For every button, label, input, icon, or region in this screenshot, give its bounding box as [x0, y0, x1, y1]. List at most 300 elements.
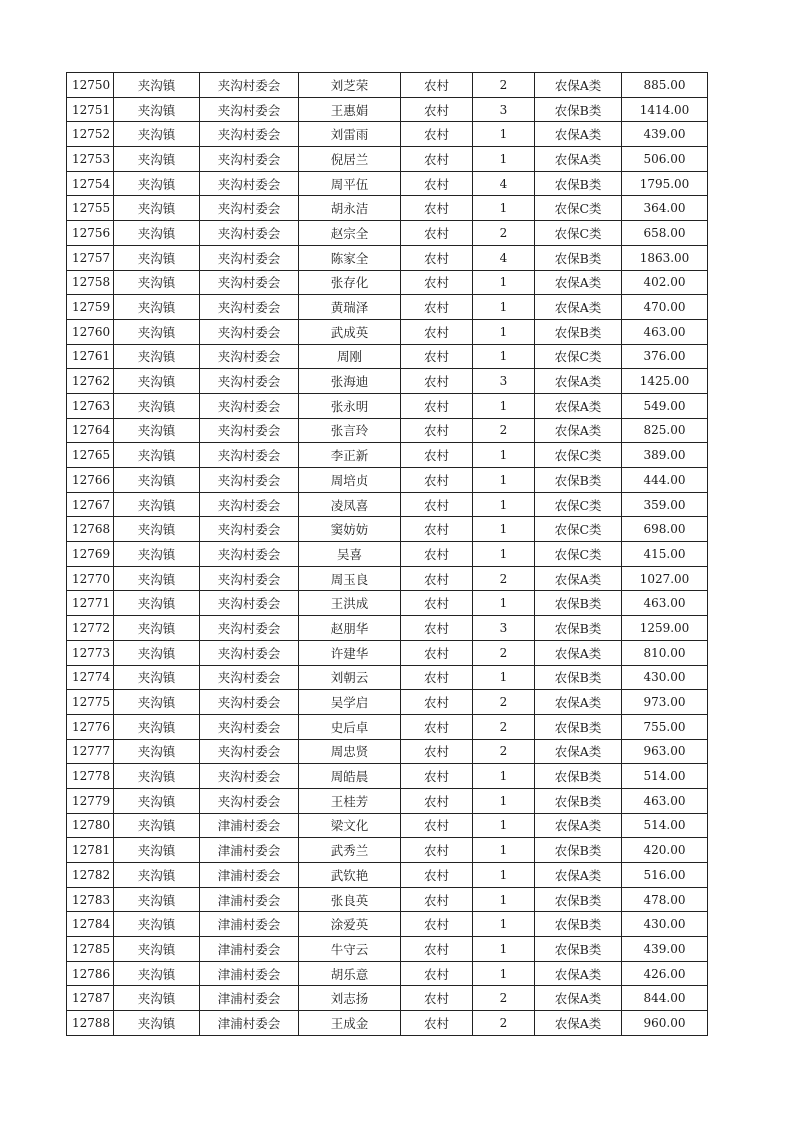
insurance-category-cell: 农保A类	[535, 961, 622, 986]
insurance-category-cell: 农保B类	[535, 788, 622, 813]
household-type-cell: 农村	[401, 270, 473, 295]
person-name-cell: 武钦艳	[299, 863, 401, 888]
village-committee-cell: 夹沟村委会	[200, 566, 299, 591]
amount-cell: 1863.00	[622, 245, 708, 270]
town-cell: 夹沟镇	[114, 937, 200, 962]
table-row	[67, 665, 708, 690]
household-type-cell: 农村	[401, 863, 473, 888]
amount-cell: 549.00	[622, 393, 708, 418]
village-committee-cell: 津浦村委会	[200, 863, 299, 888]
household-type-cell: 农村	[401, 295, 473, 320]
member-count-cell: 1	[473, 122, 535, 147]
insurance-category-cell: 农保A类	[535, 863, 622, 888]
insurance-category-cell: 农保B类	[535, 245, 622, 270]
amount-cell: 402.00	[622, 270, 708, 295]
amount-cell: 963.00	[622, 739, 708, 764]
record-id-cell: 12781	[67, 838, 114, 863]
member-count-cell: 1	[473, 542, 535, 567]
record-id-cell: 12764	[67, 418, 114, 443]
member-count-cell: 1	[473, 863, 535, 888]
records-table-body	[67, 73, 708, 1036]
household-type-cell: 农村	[401, 97, 473, 122]
insurance-category-cell: 农保A类	[535, 640, 622, 665]
record-id-cell: 12774	[67, 665, 114, 690]
record-id-cell: 12752	[67, 122, 114, 147]
insurance-category-cell: 农保B类	[535, 764, 622, 789]
insurance-category-cell: 农保A类	[535, 295, 622, 320]
person-name-cell: 张良英	[299, 887, 401, 912]
person-name-cell: 黄瑞泽	[299, 295, 401, 320]
member-count-cell: 2	[473, 986, 535, 1011]
insurance-category-cell: 农保A类	[535, 393, 622, 418]
member-count-cell: 1	[473, 961, 535, 986]
table-row	[67, 245, 708, 270]
village-committee-cell: 津浦村委会	[200, 912, 299, 937]
amount-cell: 1414.00	[622, 97, 708, 122]
member-count-cell: 1	[473, 887, 535, 912]
person-name-cell: 赵朋华	[299, 616, 401, 641]
amount-cell: 426.00	[622, 961, 708, 986]
amount-cell: 514.00	[622, 813, 708, 838]
insurance-category-cell: 农保C类	[535, 344, 622, 369]
person-name-cell: 王洪成	[299, 591, 401, 616]
village-committee-cell: 夹沟村委会	[200, 492, 299, 517]
village-committee-cell: 夹沟村委会	[200, 616, 299, 641]
table-row	[67, 764, 708, 789]
amount-cell: 516.00	[622, 863, 708, 888]
member-count-cell: 1	[473, 665, 535, 690]
town-cell: 夹沟镇	[114, 73, 200, 98]
village-committee-cell: 夹沟村委会	[200, 665, 299, 690]
table-row	[67, 591, 708, 616]
town-cell: 夹沟镇	[114, 147, 200, 172]
table-row	[67, 690, 708, 715]
household-type-cell: 农村	[401, 739, 473, 764]
person-name-cell: 周忠贤	[299, 739, 401, 764]
household-type-cell: 农村	[401, 616, 473, 641]
insurance-category-cell: 农保B类	[535, 714, 622, 739]
person-name-cell: 刘朝云	[299, 665, 401, 690]
table-row	[67, 196, 708, 221]
record-id-cell: 12785	[67, 937, 114, 962]
amount-cell: 885.00	[622, 73, 708, 98]
amount-cell: 439.00	[622, 122, 708, 147]
village-committee-cell: 夹沟村委会	[200, 468, 299, 493]
village-committee-cell: 夹沟村委会	[200, 344, 299, 369]
town-cell: 夹沟镇	[114, 616, 200, 641]
table-row	[67, 813, 708, 838]
household-type-cell: 农村	[401, 73, 473, 98]
record-id-cell: 12770	[67, 566, 114, 591]
household-type-cell: 农村	[401, 813, 473, 838]
member-count-cell: 3	[473, 616, 535, 641]
member-count-cell: 2	[473, 690, 535, 715]
village-committee-cell: 津浦村委会	[200, 887, 299, 912]
table-row	[67, 97, 708, 122]
table-row	[67, 319, 708, 344]
member-count-cell: 1	[473, 443, 535, 468]
record-id-cell: 12763	[67, 393, 114, 418]
member-count-cell: 4	[473, 245, 535, 270]
village-committee-cell: 夹沟村委会	[200, 690, 299, 715]
town-cell: 夹沟镇	[114, 97, 200, 122]
household-type-cell: 农村	[401, 344, 473, 369]
amount-cell: 430.00	[622, 912, 708, 937]
member-count-cell: 1	[473, 937, 535, 962]
village-committee-cell: 夹沟村委会	[200, 517, 299, 542]
person-name-cell: 王桂芳	[299, 788, 401, 813]
member-count-cell: 1	[473, 270, 535, 295]
village-committee-cell: 夹沟村委会	[200, 295, 299, 320]
record-id-cell: 12762	[67, 369, 114, 394]
person-name-cell: 武成英	[299, 319, 401, 344]
amount-cell: 439.00	[622, 937, 708, 962]
record-id-cell: 12755	[67, 196, 114, 221]
person-name-cell: 张海迪	[299, 369, 401, 394]
record-id-cell: 12761	[67, 344, 114, 369]
record-id-cell: 12775	[67, 690, 114, 715]
person-name-cell: 胡永洁	[299, 196, 401, 221]
household-type-cell: 农村	[401, 147, 473, 172]
household-type-cell: 农村	[401, 714, 473, 739]
amount-cell: 755.00	[622, 714, 708, 739]
insurance-category-cell: 农保B类	[535, 838, 622, 863]
village-committee-cell: 夹沟村委会	[200, 640, 299, 665]
insurance-category-cell: 农保A类	[535, 147, 622, 172]
village-committee-cell: 夹沟村委会	[200, 122, 299, 147]
village-committee-cell: 夹沟村委会	[200, 97, 299, 122]
town-cell: 夹沟镇	[114, 912, 200, 937]
member-count-cell: 1	[473, 147, 535, 172]
person-name-cell: 周平伍	[299, 171, 401, 196]
amount-cell: 389.00	[622, 443, 708, 468]
person-name-cell: 刘雷雨	[299, 122, 401, 147]
town-cell: 夹沟镇	[114, 1011, 200, 1036]
amount-cell: 844.00	[622, 986, 708, 1011]
table-row	[67, 270, 708, 295]
amount-cell: 1027.00	[622, 566, 708, 591]
table-row	[67, 418, 708, 443]
table-row	[67, 171, 708, 196]
table-row	[67, 937, 708, 962]
record-id-cell: 12786	[67, 961, 114, 986]
town-cell: 夹沟镇	[114, 418, 200, 443]
town-cell: 夹沟镇	[114, 863, 200, 888]
town-cell: 夹沟镇	[114, 468, 200, 493]
town-cell: 夹沟镇	[114, 270, 200, 295]
table-row	[67, 122, 708, 147]
table-row	[67, 369, 708, 394]
table-row	[67, 492, 708, 517]
record-id-cell: 12765	[67, 443, 114, 468]
amount-cell: 463.00	[622, 788, 708, 813]
table-row	[67, 221, 708, 246]
insurance-category-cell: 农保A类	[535, 418, 622, 443]
record-id-cell: 12776	[67, 714, 114, 739]
insurance-category-cell: 农保B类	[535, 937, 622, 962]
table-row	[67, 517, 708, 542]
village-committee-cell: 津浦村委会	[200, 813, 299, 838]
insurance-category-cell: 农保B类	[535, 912, 622, 937]
person-name-cell: 周皓晨	[299, 764, 401, 789]
table-row	[67, 788, 708, 813]
village-committee-cell: 夹沟村委会	[200, 739, 299, 764]
town-cell: 夹沟镇	[114, 665, 200, 690]
household-type-cell: 农村	[401, 887, 473, 912]
town-cell: 夹沟镇	[114, 838, 200, 863]
amount-cell: 1795.00	[622, 171, 708, 196]
household-type-cell: 农村	[401, 1011, 473, 1036]
village-committee-cell: 津浦村委会	[200, 1011, 299, 1036]
record-id-cell: 12757	[67, 245, 114, 270]
record-id-cell: 12768	[67, 517, 114, 542]
amount-cell: 658.00	[622, 221, 708, 246]
record-id-cell: 12779	[67, 788, 114, 813]
household-type-cell: 农村	[401, 418, 473, 443]
household-type-cell: 农村	[401, 764, 473, 789]
household-type-cell: 农村	[401, 912, 473, 937]
insurance-category-cell: 农保B类	[535, 887, 622, 912]
record-id-cell: 12780	[67, 813, 114, 838]
amount-cell: 470.00	[622, 295, 708, 320]
town-cell: 夹沟镇	[114, 369, 200, 394]
record-id-cell: 12766	[67, 468, 114, 493]
amount-cell: 415.00	[622, 542, 708, 567]
town-cell: 夹沟镇	[114, 517, 200, 542]
town-cell: 夹沟镇	[114, 196, 200, 221]
village-committee-cell: 夹沟村委会	[200, 418, 299, 443]
household-type-cell: 农村	[401, 221, 473, 246]
village-committee-cell: 夹沟村委会	[200, 171, 299, 196]
table-row	[67, 443, 708, 468]
member-count-cell: 1	[473, 492, 535, 517]
member-count-cell: 2	[473, 739, 535, 764]
town-cell: 夹沟镇	[114, 221, 200, 246]
village-committee-cell: 津浦村委会	[200, 986, 299, 1011]
village-committee-cell: 夹沟村委会	[200, 764, 299, 789]
insurance-category-cell: 农保A类	[535, 566, 622, 591]
insurance-category-cell: 农保A类	[535, 270, 622, 295]
member-count-cell: 1	[473, 319, 535, 344]
village-committee-cell: 夹沟村委会	[200, 714, 299, 739]
household-type-cell: 农村	[401, 690, 473, 715]
record-id-cell: 12772	[67, 616, 114, 641]
person-name-cell: 王成金	[299, 1011, 401, 1036]
record-id-cell: 12759	[67, 295, 114, 320]
records-table	[66, 72, 708, 1036]
table-row	[67, 616, 708, 641]
household-type-cell: 农村	[401, 468, 473, 493]
amount-cell: 478.00	[622, 887, 708, 912]
record-id-cell: 12787	[67, 986, 114, 1011]
insurance-category-cell: 农保B类	[535, 319, 622, 344]
household-type-cell: 农村	[401, 665, 473, 690]
village-committee-cell: 夹沟村委会	[200, 788, 299, 813]
town-cell: 夹沟镇	[114, 764, 200, 789]
member-count-cell: 2	[473, 566, 535, 591]
person-name-cell: 赵宗全	[299, 221, 401, 246]
person-name-cell: 刘志扬	[299, 986, 401, 1011]
town-cell: 夹沟镇	[114, 319, 200, 344]
amount-cell: 359.00	[622, 492, 708, 517]
member-count-cell: 2	[473, 640, 535, 665]
amount-cell: 825.00	[622, 418, 708, 443]
household-type-cell: 农村	[401, 393, 473, 418]
amount-cell: 444.00	[622, 468, 708, 493]
village-committee-cell: 夹沟村委会	[200, 542, 299, 567]
town-cell: 夹沟镇	[114, 690, 200, 715]
record-id-cell: 12767	[67, 492, 114, 517]
amount-cell: 1259.00	[622, 616, 708, 641]
member-count-cell: 1	[473, 591, 535, 616]
amount-cell: 960.00	[622, 1011, 708, 1036]
amount-cell: 463.00	[622, 591, 708, 616]
member-count-cell: 2	[473, 1011, 535, 1036]
amount-cell: 463.00	[622, 319, 708, 344]
record-id-cell: 12750	[67, 73, 114, 98]
household-type-cell: 农村	[401, 961, 473, 986]
member-count-cell: 1	[473, 517, 535, 542]
village-committee-cell: 津浦村委会	[200, 937, 299, 962]
person-name-cell: 吴喜	[299, 542, 401, 567]
table-row	[67, 147, 708, 172]
record-id-cell: 12753	[67, 147, 114, 172]
town-cell: 夹沟镇	[114, 443, 200, 468]
insurance-category-cell: 农保A类	[535, 813, 622, 838]
member-count-cell: 3	[473, 369, 535, 394]
insurance-category-cell: 农保B类	[535, 591, 622, 616]
member-count-cell: 1	[473, 813, 535, 838]
town-cell: 夹沟镇	[114, 542, 200, 567]
member-count-cell: 2	[473, 714, 535, 739]
member-count-cell: 1	[473, 764, 535, 789]
record-id-cell: 12788	[67, 1011, 114, 1036]
insurance-category-cell: 农保A类	[535, 690, 622, 715]
table-row	[67, 393, 708, 418]
amount-cell: 506.00	[622, 147, 708, 172]
person-name-cell: 许建华	[299, 640, 401, 665]
insurance-category-cell: 农保A类	[535, 73, 622, 98]
record-id-cell: 12784	[67, 912, 114, 937]
village-committee-cell: 津浦村委会	[200, 961, 299, 986]
record-id-cell: 12756	[67, 221, 114, 246]
insurance-category-cell: 农保B类	[535, 171, 622, 196]
household-type-cell: 农村	[401, 986, 473, 1011]
person-name-cell: 周培贞	[299, 468, 401, 493]
record-id-cell: 12751	[67, 97, 114, 122]
insurance-category-cell: 农保A类	[535, 1011, 622, 1036]
record-id-cell: 12778	[67, 764, 114, 789]
village-committee-cell: 夹沟村委会	[200, 443, 299, 468]
amount-cell: 376.00	[622, 344, 708, 369]
person-name-cell: 窦妨妨	[299, 517, 401, 542]
insurance-category-cell: 农保A类	[535, 986, 622, 1011]
record-id-cell: 12777	[67, 739, 114, 764]
amount-cell: 973.00	[622, 690, 708, 715]
town-cell: 夹沟镇	[114, 640, 200, 665]
insurance-category-cell: 农保C类	[535, 492, 622, 517]
village-committee-cell: 津浦村委会	[200, 838, 299, 863]
member-count-cell: 1	[473, 912, 535, 937]
person-name-cell: 牛守云	[299, 937, 401, 962]
person-name-cell: 吴学启	[299, 690, 401, 715]
insurance-category-cell: 农保C类	[535, 443, 622, 468]
table-row	[67, 73, 708, 98]
amount-cell: 698.00	[622, 517, 708, 542]
member-count-cell: 4	[473, 171, 535, 196]
table-row	[67, 640, 708, 665]
member-count-cell: 1	[473, 788, 535, 813]
person-name-cell: 张永明	[299, 393, 401, 418]
person-name-cell: 胡乐意	[299, 961, 401, 986]
town-cell: 夹沟镇	[114, 393, 200, 418]
person-name-cell: 史后卓	[299, 714, 401, 739]
record-id-cell: 12783	[67, 887, 114, 912]
insurance-category-cell: 农保B类	[535, 616, 622, 641]
member-count-cell: 1	[473, 344, 535, 369]
member-count-cell: 2	[473, 73, 535, 98]
member-count-cell: 3	[473, 97, 535, 122]
town-cell: 夹沟镇	[114, 788, 200, 813]
town-cell: 夹沟镇	[114, 813, 200, 838]
household-type-cell: 农村	[401, 838, 473, 863]
town-cell: 夹沟镇	[114, 887, 200, 912]
record-id-cell: 12771	[67, 591, 114, 616]
household-type-cell: 农村	[401, 517, 473, 542]
table-row	[67, 468, 708, 493]
amount-cell: 514.00	[622, 764, 708, 789]
person-name-cell: 李正新	[299, 443, 401, 468]
household-type-cell: 农村	[401, 196, 473, 221]
insurance-category-cell: 农保C类	[535, 542, 622, 567]
insurance-category-cell: 农保C类	[535, 196, 622, 221]
insurance-category-cell: 农保B类	[535, 665, 622, 690]
town-cell: 夹沟镇	[114, 171, 200, 196]
village-committee-cell: 夹沟村委会	[200, 147, 299, 172]
household-type-cell: 农村	[401, 369, 473, 394]
record-id-cell: 12782	[67, 863, 114, 888]
household-type-cell: 农村	[401, 542, 473, 567]
household-type-cell: 农村	[401, 937, 473, 962]
village-committee-cell: 夹沟村委会	[200, 319, 299, 344]
household-type-cell: 农村	[401, 492, 473, 517]
amount-cell: 1425.00	[622, 369, 708, 394]
amount-cell: 420.00	[622, 838, 708, 863]
table-row	[67, 295, 708, 320]
record-id-cell: 12769	[67, 542, 114, 567]
household-type-cell: 农村	[401, 640, 473, 665]
household-type-cell: 农村	[401, 591, 473, 616]
village-committee-cell: 夹沟村委会	[200, 393, 299, 418]
insurance-category-cell: 农保C类	[535, 517, 622, 542]
household-type-cell: 农村	[401, 788, 473, 813]
town-cell: 夹沟镇	[114, 344, 200, 369]
insurance-category-cell: 农保A类	[535, 369, 622, 394]
member-count-cell: 1	[473, 393, 535, 418]
table-row	[67, 912, 708, 937]
record-id-cell: 12758	[67, 270, 114, 295]
household-type-cell: 农村	[401, 122, 473, 147]
insurance-category-cell: 农保A类	[535, 122, 622, 147]
person-name-cell: 涂爱英	[299, 912, 401, 937]
village-committee-cell: 夹沟村委会	[200, 369, 299, 394]
person-name-cell: 凌凤喜	[299, 492, 401, 517]
record-id-cell: 12760	[67, 319, 114, 344]
person-name-cell: 周玉良	[299, 566, 401, 591]
amount-cell: 430.00	[622, 665, 708, 690]
member-count-cell: 1	[473, 196, 535, 221]
member-count-cell: 1	[473, 295, 535, 320]
